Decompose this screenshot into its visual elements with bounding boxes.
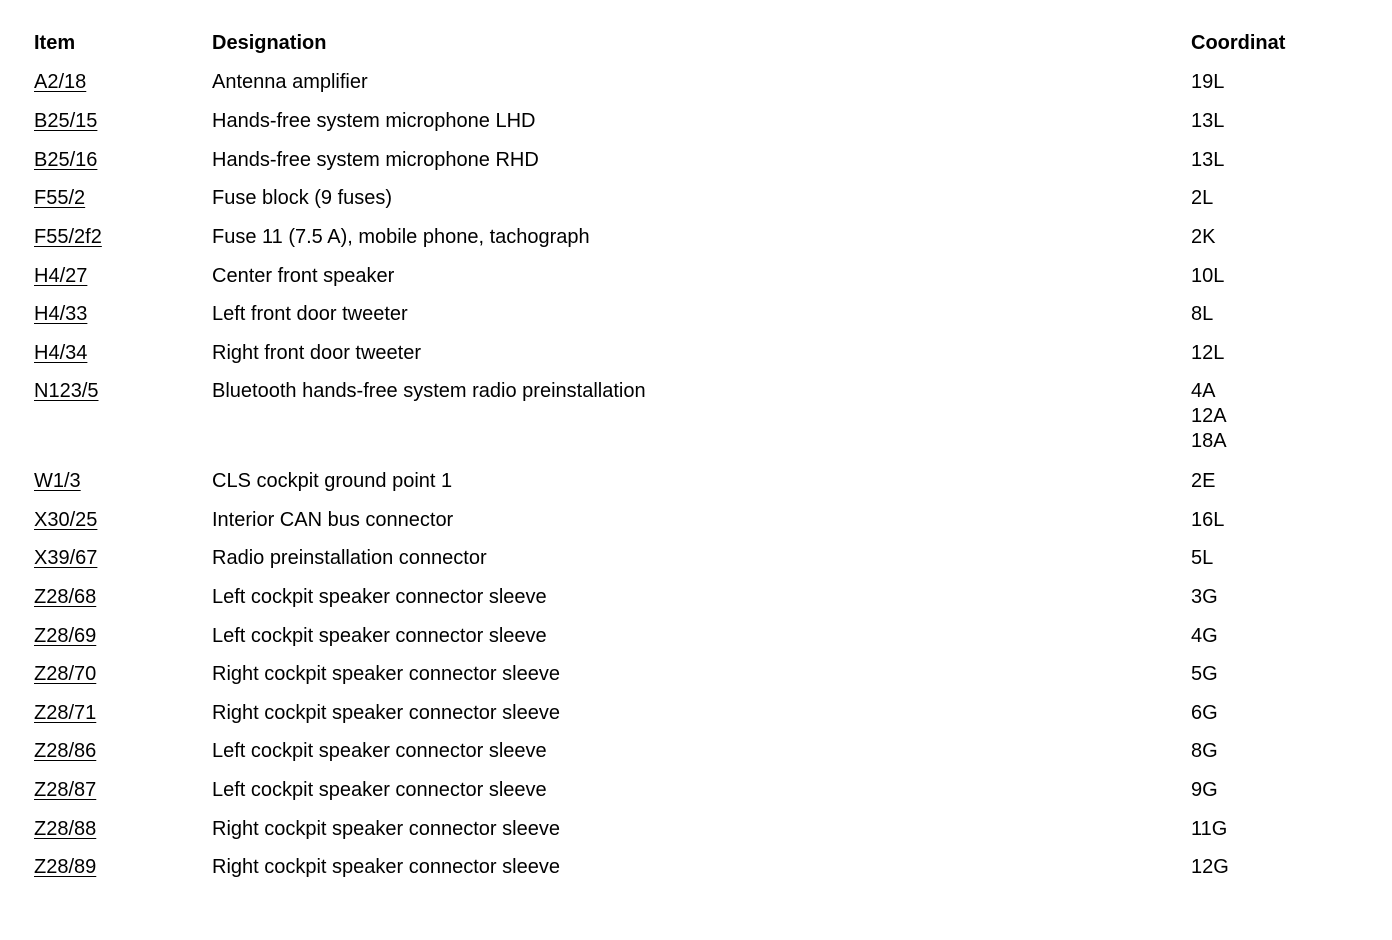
item-link[interactable]: X30/25 [34, 509, 98, 531]
header-item: Item [34, 32, 76, 54]
item-link[interactable]: A2/18 [34, 71, 87, 93]
coordinate-cell [1191, 148, 1224, 173]
designation-text: Hands-free system microphone LHD [212, 110, 536, 132]
coordinate-value: 12G [1191, 856, 1229, 878]
coordinate-value: 19L [1191, 71, 1225, 93]
designation-text: Right cockpit speaker connector sleeve [212, 702, 560, 724]
coordinate-value: 3G [1191, 586, 1218, 608]
designation-text: Right cockpit speaker connector sleeve [212, 856, 560, 878]
designation-text: Left front door tweeter [212, 303, 408, 325]
designation-text: Fuse 11 (7.5 A), mobile phone, tachograph [212, 226, 590, 248]
coordinate-value: 2E [1191, 470, 1216, 492]
coordinate-value: 8L [1191, 303, 1214, 325]
header-coordinate: Coordinat [1191, 32, 1286, 54]
coordinate-cell [1191, 225, 1215, 250]
item-link[interactable]: W1/3 [34, 470, 81, 492]
designation-text: Antenna amplifier [212, 71, 368, 93]
coordinate-cell [1191, 778, 1218, 803]
coordinate-cell [1191, 739, 1218, 764]
designation-text: Bluetooth hands-free system radio preinstallation [212, 380, 646, 402]
coordinate-cell [1191, 379, 1227, 454]
coordinate-cell [1191, 469, 1215, 494]
item-link[interactable]: Z28/70 [34, 663, 97, 685]
coordinate-cell [1191, 624, 1218, 649]
coordinate-cell [1191, 817, 1227, 842]
item-link[interactable]: H4/34 [34, 342, 88, 364]
coordinate-value: 13L [1191, 149, 1225, 171]
designation-text: Left cockpit speaker connector sleeve [212, 779, 547, 801]
coordinate-cell [1191, 546, 1213, 571]
header-designation: Designation [212, 32, 327, 54]
item-link[interactable]: Z28/87 [34, 779, 97, 801]
coordinate-cell [1191, 508, 1224, 533]
coordinate-cell [1191, 662, 1218, 687]
designation-text: Left cockpit speaker connector sleeve [212, 740, 547, 762]
coordinate-value: 18A [1191, 430, 1227, 452]
designation-text: Left cockpit speaker connector sleeve [212, 586, 547, 608]
coordinate-value: 12L [1191, 342, 1225, 364]
item-link[interactable]: B25/15 [34, 110, 98, 132]
coordinate-value: 8G [1191, 740, 1218, 762]
item-link[interactable]: H4/27 [34, 265, 88, 287]
coordinate-cell [1191, 186, 1213, 211]
item-link[interactable]: Z28/68 [34, 586, 97, 608]
coordinate-value: 13L [1191, 110, 1225, 132]
designation-text: Radio preinstallation connector [212, 547, 487, 569]
coordinate-value: 2K [1191, 226, 1216, 248]
item-link[interactable]: F55/2f2 [34, 226, 102, 248]
item-link[interactable]: Z28/89 [34, 856, 97, 878]
coordinate-cell [1191, 701, 1218, 726]
coordinate-cell [1191, 302, 1213, 327]
coordinate-value: 10L [1191, 265, 1225, 287]
designation-text: Right front door tweeter [212, 342, 421, 364]
item-link[interactable]: H4/33 [34, 303, 88, 325]
designation-text: Right cockpit speaker connector sleeve [212, 818, 560, 840]
coordinate-cell [1191, 341, 1224, 366]
item-link[interactable]: B25/16 [34, 149, 98, 171]
item-link[interactable]: Z28/71 [34, 702, 97, 724]
item-link[interactable]: N123/5 [34, 380, 99, 402]
designation-text: Hands-free system microphone RHD [212, 149, 539, 171]
designation-text: CLS cockpit ground point 1 [212, 470, 453, 492]
coordinate-value: 6G [1191, 702, 1218, 724]
coordinate-cell [1191, 855, 1229, 880]
coordinate-value: 9G [1191, 779, 1218, 801]
coordinate-cell [1191, 585, 1218, 610]
item-link[interactable]: Z28/86 [34, 740, 97, 762]
designation-text: Interior CAN bus connector [212, 509, 454, 531]
designation-text: Fuse block (9 fuses) [212, 187, 393, 209]
coordinate-value: 5G [1191, 663, 1218, 685]
item-link[interactable]: Z28/69 [34, 625, 97, 647]
coordinate-value: 4A [1191, 380, 1216, 402]
coordinate-cell [1191, 109, 1224, 134]
designation-text: Right cockpit speaker connector sleeve [212, 663, 560, 685]
coordinate-value: 4G [1191, 625, 1218, 647]
designation-text: Center front speaker [212, 265, 395, 287]
coordinate-value: 11G [1191, 818, 1228, 840]
coordinate-cell [1191, 70, 1224, 95]
coordinate-value: 16L [1191, 509, 1225, 531]
coordinate-value: 2L [1191, 187, 1214, 209]
item-link[interactable]: F55/2 [34, 187, 86, 209]
coordinate-value: 5L [1191, 547, 1214, 569]
coordinate-value: 12A [1191, 405, 1227, 427]
coordinate-cell [1191, 264, 1224, 289]
designation-text: Left cockpit speaker connector sleeve [212, 625, 547, 647]
item-link[interactable]: X39/67 [34, 547, 98, 569]
item-link[interactable]: Z28/88 [34, 818, 97, 840]
